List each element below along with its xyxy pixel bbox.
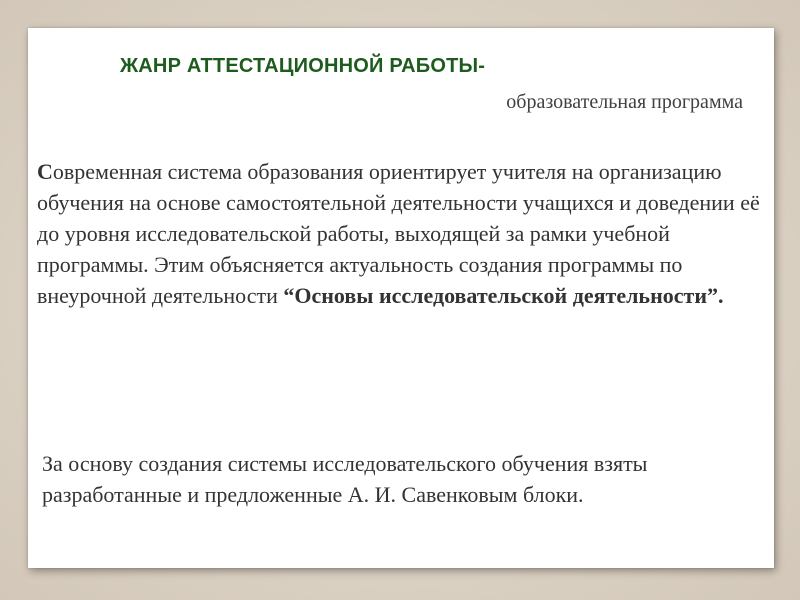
- program-name: “Основы исследовательской деятельности”.: [283, 283, 724, 308]
- body-paragraph-1: [37, 156, 762, 311]
- slide-title: ЖАНР АТТЕСТАЦИОННОЙ РАБОТЫ-: [120, 55, 486, 77]
- slide-subtitle: образовательная программа: [506, 91, 743, 113]
- slide: [28, 28, 774, 568]
- paragraph-1-text: овременная система образования ориентирует учителя на организацию обучения на основе самостоятельной деятельности учащихся и доведении её до уровня исследовательской работы, выходящей за рамки учебной программы. Этим объясняется актуальность создания программы по внеурочной деятельности: [37, 159, 760, 308]
- body-paragraph-2: За основу создания системы исследовательского обучения взяты разработанные и предложенные А. И. Савенковым блоки.: [42, 451, 648, 507]
- drop-letter: С: [37, 159, 53, 184]
